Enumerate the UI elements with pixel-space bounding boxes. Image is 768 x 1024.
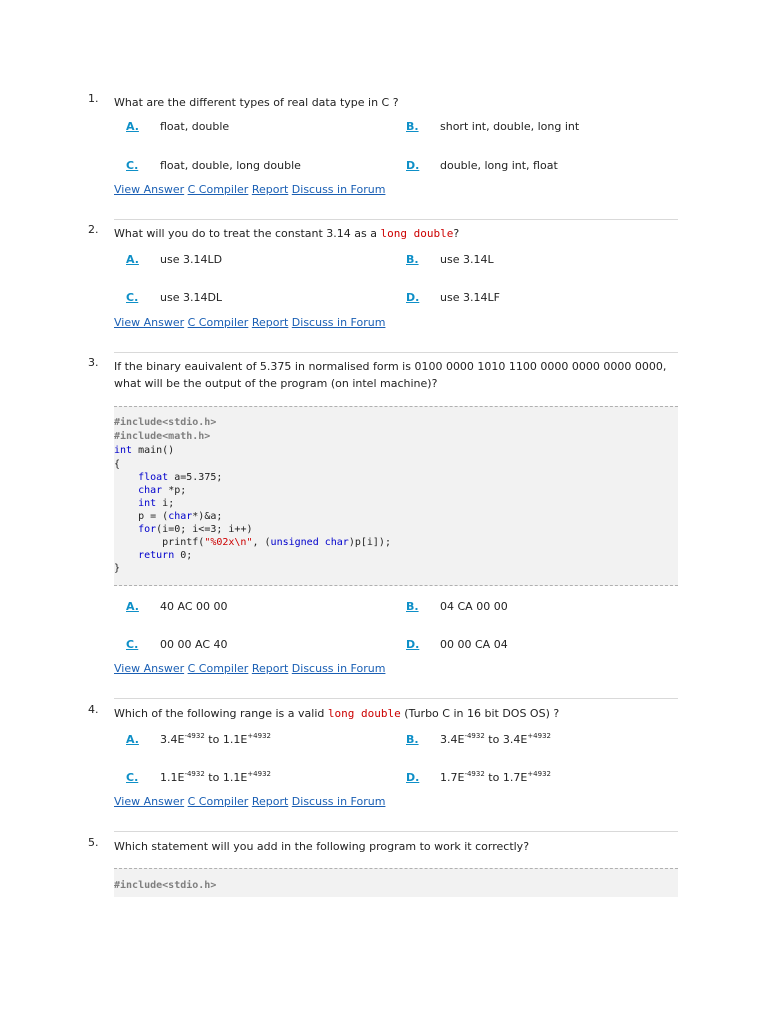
range-base: 1.1E — [222, 771, 248, 784]
code-block — [114, 868, 678, 897]
range-exponent: -4932 — [464, 770, 485, 778]
code-keyword: int — [114, 445, 133, 456]
code-text: i; — [156, 498, 175, 509]
code-indent — [114, 550, 138, 561]
code-keyword: return — [138, 550, 175, 561]
code-text: p = ( — [114, 511, 169, 522]
code-text: a=5.375; — [168, 472, 223, 483]
range-exponent: +4932 — [527, 770, 551, 778]
option-text: use 3.14L — [440, 253, 494, 266]
range-exponent: +4932 — [527, 732, 551, 740]
code-keyword: for — [138, 524, 157, 535]
question-text-part: What will you do to treat the constant 3.14 as a — [114, 227, 381, 240]
range-exponent: -4932 — [184, 732, 205, 740]
code-line — [114, 485, 186, 498]
option-letter[interactable]: D. — [406, 638, 420, 651]
report-link[interactable]: Report — [251, 316, 289, 329]
range-base: 1.7E — [440, 771, 465, 784]
view-answer-link[interactable]: View Answer — [114, 183, 185, 196]
code-indent — [114, 524, 138, 535]
discuss-link[interactable]: Discuss in Forum — [291, 662, 386, 675]
compiler-link[interactable]: C Compiler — [187, 662, 249, 675]
code-line: #include<math.h> — [114, 431, 211, 442]
question-text-part: Which of the following range is a valid — [114, 707, 328, 720]
report-link[interactable]: Report — [251, 183, 289, 196]
code-text: (i=0; i<=3; i++) — [156, 524, 253, 535]
option-text — [440, 733, 551, 746]
code-keyword: float — [138, 472, 169, 483]
question-text: If the binary eauivalent of 5.375 in normalised form is 0100 0000 1010 1100 0000 0000 0000 0000, what will be the output of the program (on intel machine)? — [114, 360, 667, 390]
option-text: 04 CA 00 00 — [440, 600, 508, 613]
report-link[interactable]: Report — [251, 795, 289, 808]
question-number: 4. — [88, 703, 99, 716]
range-base: 3.4E — [160, 733, 185, 746]
option-text: float, double, long double — [160, 159, 301, 172]
question-text — [114, 225, 678, 242]
code-keyword: char — [138, 485, 163, 496]
code-string: "%02x\n" — [204, 537, 253, 548]
range-base: 1.1E — [160, 771, 185, 784]
option-letter[interactable]: A. — [126, 120, 139, 133]
range-to: to — [484, 771, 503, 784]
code-line — [114, 524, 252, 537]
question-text — [114, 705, 678, 722]
view-answer-link[interactable]: View Answer — [114, 316, 185, 329]
code-line — [114, 498, 174, 511]
compiler-link[interactable]: C Compiler — [187, 183, 249, 196]
option-text: use 3.14LF — [440, 291, 500, 304]
option-text: double, long int, float — [440, 159, 558, 172]
code-indent — [114, 498, 138, 509]
code-line: { — [114, 459, 121, 470]
range-base: 3.4E — [440, 733, 465, 746]
code-keyword: unsigned char — [270, 537, 349, 548]
option-letter[interactable]: A. — [126, 600, 139, 613]
option-letter[interactable]: B. — [406, 733, 419, 746]
code-text: main() — [132, 445, 175, 456]
option-text: use 3.14LD — [160, 253, 223, 266]
code-keyword: long double — [380, 227, 454, 240]
question-text-part: (Turbo C in 16 bit DOS OS) ? — [400, 707, 560, 720]
divider — [114, 352, 678, 353]
code-line — [114, 472, 222, 485]
option-letter[interactable]: D. — [406, 159, 420, 172]
divider — [114, 831, 678, 832]
code-keyword: int — [138, 498, 157, 509]
range-base: 1.1E — [222, 733, 248, 746]
report-link[interactable]: Report — [251, 662, 289, 675]
range-base: 1.7E — [502, 771, 528, 784]
compiler-link[interactable]: C Compiler — [187, 316, 249, 329]
range-base: 3.4E — [502, 733, 528, 746]
range-exponent: +4932 — [247, 732, 271, 740]
option-letter[interactable]: B. — [406, 600, 419, 613]
option-text: 00 00 CA 04 — [440, 638, 508, 651]
range-exponent: -4932 — [464, 732, 485, 740]
code-line — [114, 537, 391, 550]
question-number: 3. — [88, 356, 99, 369]
option-text — [160, 733, 271, 746]
option-letter[interactable]: C. — [126, 771, 139, 784]
question-links — [114, 183, 385, 196]
range-to: to — [204, 771, 223, 784]
code-line — [114, 550, 192, 563]
question-links — [114, 662, 385, 675]
option-text: use 3.14DL — [160, 291, 223, 304]
question-number: 5. — [88, 836, 99, 849]
option-letter[interactable]: B. — [406, 120, 419, 133]
code-keyword: long double — [327, 707, 401, 720]
code-line: #include<stdio.h> — [114, 417, 217, 428]
code-text: *p; — [162, 485, 187, 496]
option-letter[interactable]: A. — [126, 733, 139, 746]
question-links — [114, 795, 385, 808]
option-letter[interactable]: C. — [126, 291, 139, 304]
question-text: What are the different types of real data type in C ? — [114, 96, 399, 109]
code-line — [114, 511, 222, 524]
discuss-link[interactable]: Discuss in Forum — [291, 316, 386, 329]
option-letter[interactable]: C. — [126, 159, 139, 172]
range-exponent: +4932 — [247, 770, 271, 778]
option-text: short int, double, long int — [440, 120, 580, 133]
code-keyword: char — [168, 511, 193, 522]
range-to: to — [484, 733, 503, 746]
divider — [114, 698, 678, 699]
question-text-part: ? — [453, 227, 460, 240]
code-text: , ( — [252, 537, 271, 548]
option-text — [440, 771, 551, 784]
view-answer-link[interactable]: View Answer — [114, 795, 185, 808]
code-line: } — [114, 563, 121, 574]
code-line: #include<stdio.h> — [114, 880, 217, 891]
range-exponent: -4932 — [184, 770, 205, 778]
compiler-link[interactable]: C Compiler — [187, 795, 249, 808]
option-text: float, double — [160, 120, 230, 133]
discuss-link[interactable]: Discuss in Forum — [291, 183, 386, 196]
option-letter[interactable]: C. — [126, 638, 139, 651]
question-number: 2. — [88, 223, 99, 236]
option-letter[interactable]: D. — [406, 771, 420, 784]
option-text — [160, 771, 271, 784]
code-text: )p[i]); — [348, 537, 391, 548]
range-to: to — [204, 733, 223, 746]
view-answer-link[interactable]: View Answer — [114, 662, 185, 675]
option-letter[interactable]: D. — [406, 291, 420, 304]
option-text: 40 AC 00 00 — [160, 600, 228, 613]
question-links — [114, 316, 385, 329]
code-indent — [114, 472, 138, 483]
question-number: 1. — [88, 92, 99, 105]
code-block — [114, 406, 678, 586]
code-text: *)&a; — [192, 511, 223, 522]
discuss-link[interactable]: Discuss in Forum — [291, 795, 386, 808]
question-text: Which statement will you add in the following program to work it correctly? — [114, 840, 530, 853]
option-letter[interactable]: A. — [126, 253, 139, 266]
code-text: printf( — [114, 537, 205, 548]
code-text: 0; — [174, 550, 193, 561]
code-line — [114, 445, 174, 458]
code-indent — [114, 485, 138, 496]
option-text: 00 00 AC 40 — [160, 638, 228, 651]
divider — [114, 219, 678, 220]
option-letter[interactable]: B. — [406, 253, 419, 266]
